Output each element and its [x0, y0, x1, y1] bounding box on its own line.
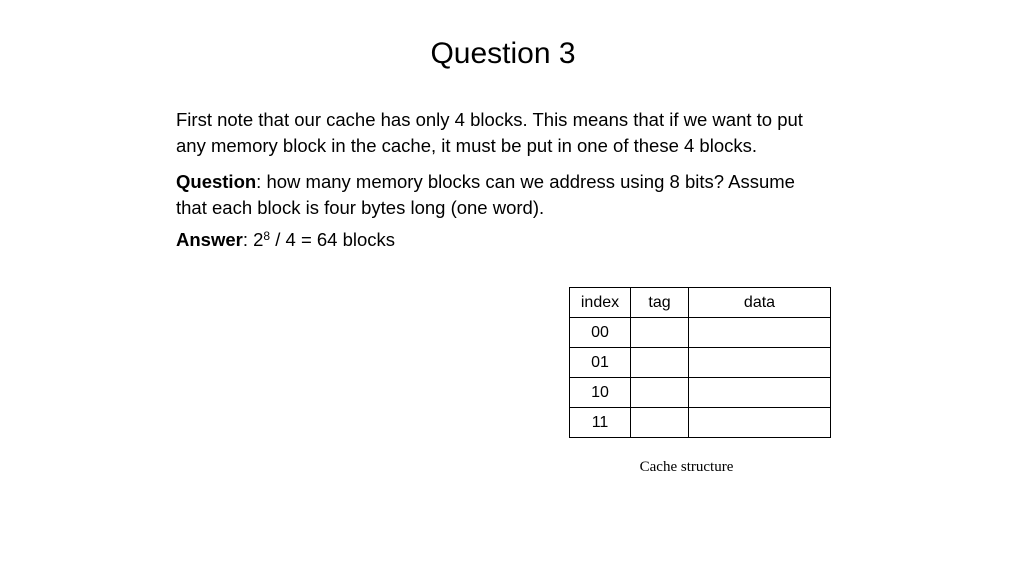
- cell-tag: [631, 318, 689, 348]
- answer-paragraph: [176, 227, 876, 253]
- question-label: Question: [176, 171, 257, 192]
- cell-index: 01: [570, 348, 631, 378]
- cell-data: [689, 378, 831, 408]
- cell-data: [689, 408, 831, 438]
- question-paragraph: [176, 169, 876, 221]
- question-line-1: : how many memory blocks can we address using 8 bits? Assume: [256, 171, 795, 192]
- header-index: index: [570, 288, 631, 318]
- table-row: [570, 378, 831, 408]
- header-tag: tag: [631, 288, 689, 318]
- table-row: [570, 348, 831, 378]
- cell-index: 00: [570, 318, 631, 348]
- intro-line-1: First note that our cache has only 4 blocks. This means that if we want to put: [176, 109, 803, 130]
- table-row: [570, 408, 831, 438]
- table-row: [570, 318, 831, 348]
- cell-data: [689, 348, 831, 378]
- header-data: data: [689, 288, 831, 318]
- cell-index: 10: [570, 378, 631, 408]
- cache-table-caption: Cache structure: [639, 459, 734, 475]
- answer-base: 2: [253, 229, 264, 250]
- cell-tag: [631, 348, 689, 378]
- cell-tag: [631, 378, 689, 408]
- cache-table: [569, 287, 831, 438]
- answer-exponent: 8: [263, 229, 271, 243]
- intro-line-2: any memory block in the cache, it must be put in one of these 4 blocks.: [176, 135, 757, 156]
- intro-paragraph: [176, 107, 876, 159]
- question-line-2: that each block is four bytes long (one word).: [176, 197, 545, 218]
- answer-label: Answer: [176, 229, 243, 250]
- cache-table-header-row: [570, 288, 831, 318]
- answer-rest: / 4 = 64 blocks: [270, 229, 396, 250]
- cell-data: [689, 318, 831, 348]
- cell-tag: [631, 408, 689, 438]
- answer-separator: :: [242, 229, 254, 250]
- slide-title: Question 3: [430, 37, 576, 70]
- cell-index: 11: [570, 408, 631, 438]
